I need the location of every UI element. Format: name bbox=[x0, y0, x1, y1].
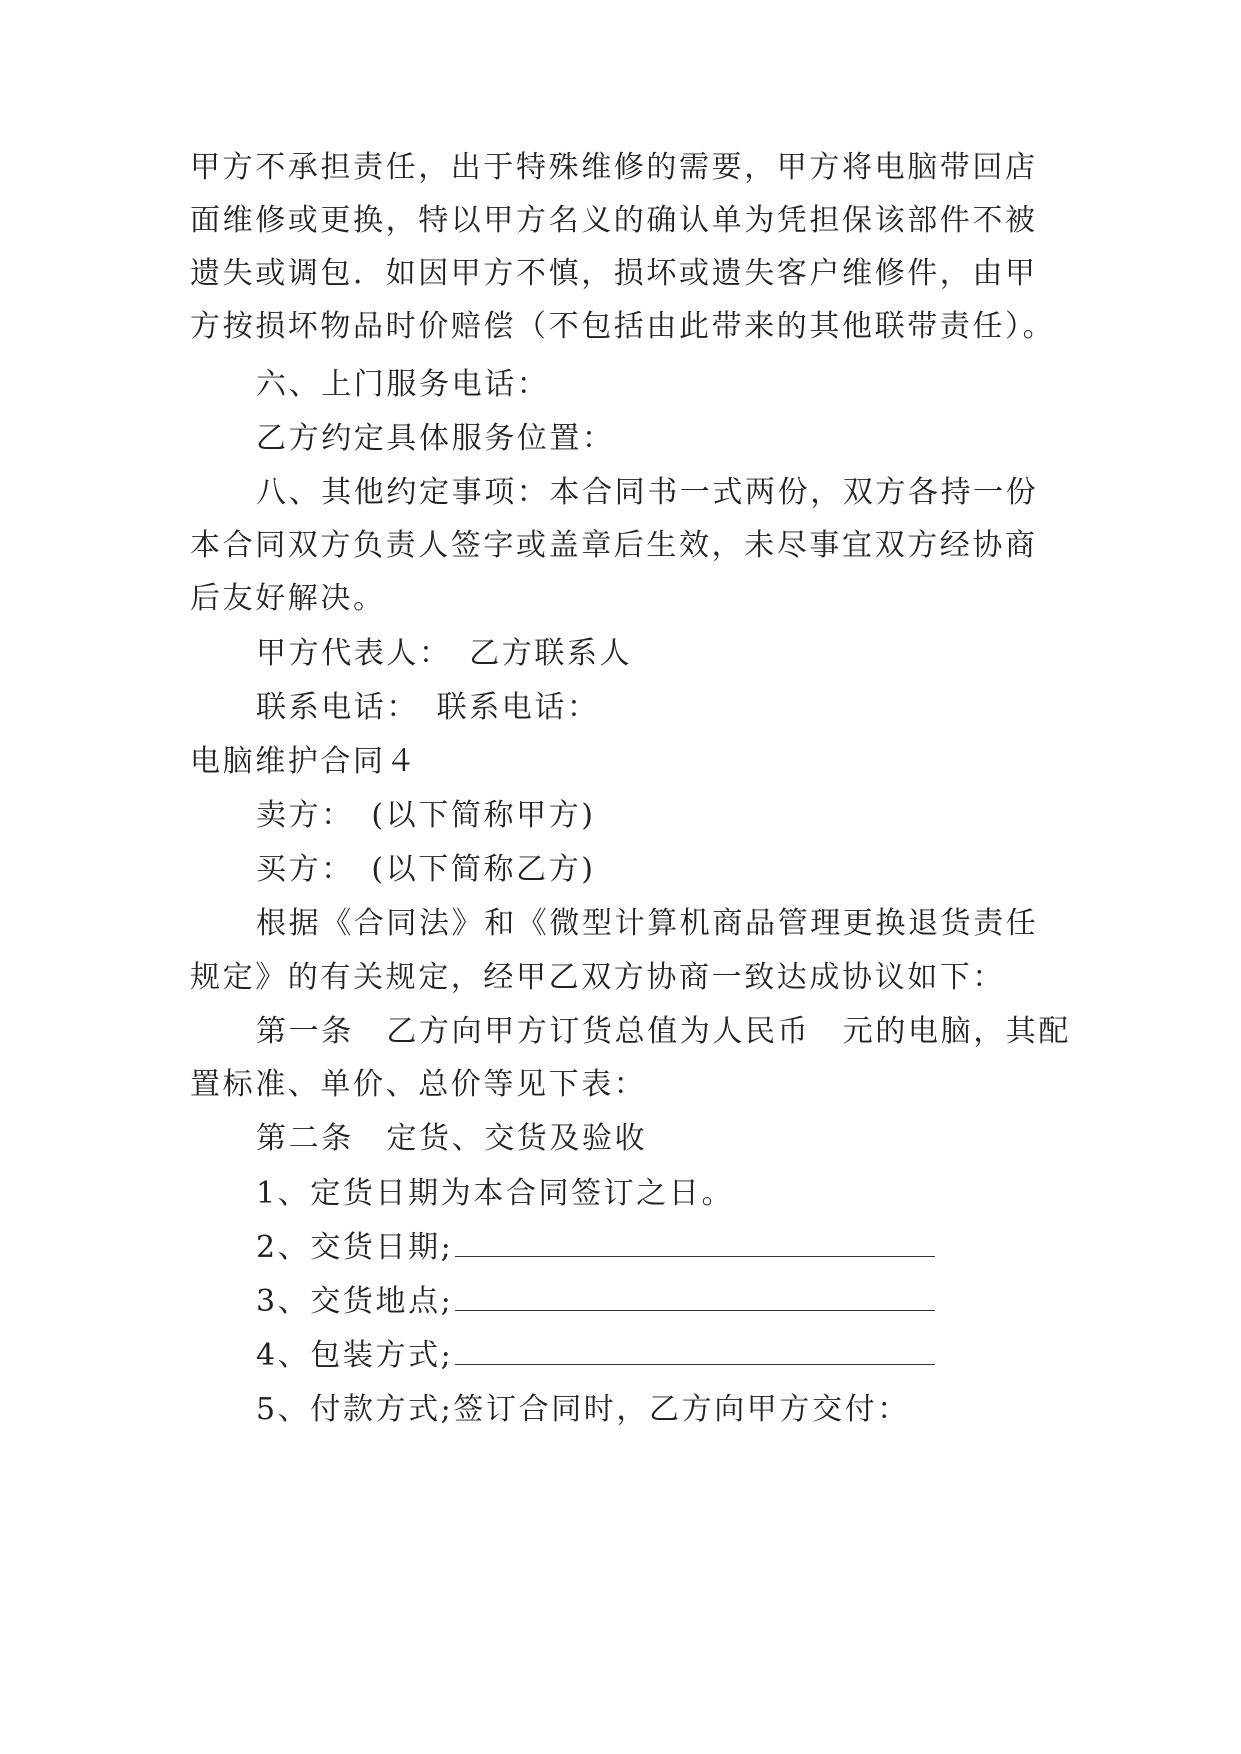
clause-5: 5、付款方式;签订合同时，乙方向甲方交付： bbox=[256, 1392, 910, 1427]
paragraph-line: 甲方不承担责任，出于特殊维修的需要，甲方将电脑带回店 bbox=[190, 150, 1038, 185]
signature-phones: 联系电话： 联系电话： bbox=[256, 690, 600, 725]
paragraph-line: 遗失或调包．如因甲方不慎，损坏或遗失客户维修件，由甲 bbox=[190, 256, 1038, 291]
clause-4 bbox=[256, 1336, 935, 1376]
clause-1: 1、定货日期为本合同签订之日。 bbox=[256, 1176, 735, 1211]
fill-in-blank-line bbox=[455, 1282, 935, 1311]
buyer-line: 买方： (以下简称乙方) bbox=[256, 852, 596, 887]
other-terms-line: 八、其他约定事项：本合同书一式两份，双方各持一份 bbox=[256, 475, 1039, 510]
other-terms-line: 本合同双方负责人签字或盖章后生效，未尽事宜双方经协商 bbox=[190, 528, 1038, 563]
clause-4-label: 4、包装方式; bbox=[256, 1338, 454, 1373]
other-terms-line: 后友好解决。 bbox=[190, 581, 386, 616]
seller-line: 卖方： (以下简称甲方) bbox=[256, 798, 596, 833]
fill-in-blank-line bbox=[455, 1228, 935, 1257]
preamble-line: 根据《合同法》和《微型计算机商品管理更换退货责任 bbox=[256, 906, 1039, 941]
clause-3-label: 3、交货地点; bbox=[256, 1284, 454, 1319]
article-1-line: 第一条 乙方向甲方订货总值为人民币 元的电脑，其配 bbox=[256, 1014, 1071, 1049]
article-1-line: 置标准、单价、总价等见下表： bbox=[190, 1067, 647, 1102]
clause-3 bbox=[256, 1282, 935, 1322]
fill-in-blank-line bbox=[455, 1336, 935, 1365]
contract-title: 电脑维护合同４ bbox=[190, 744, 419, 779]
service-location-item: 乙方约定具体服务位置： bbox=[256, 421, 615, 456]
clause-2 bbox=[256, 1228, 935, 1268]
preamble-line: 规定》的有关规定，经甲乙双方协商一致达成协议如下： bbox=[190, 960, 1005, 995]
clause-2-label: 2、交货日期; bbox=[256, 1230, 454, 1265]
article-2-heading: 第二条 定货、交货及验收 bbox=[256, 1121, 648, 1156]
signature-representatives: 甲方代表人： 乙方联系人 bbox=[256, 636, 633, 671]
paragraph-line: 方按损坏物品时价赔偿（不包括由此带来的其他联带责任）。 bbox=[190, 309, 1056, 344]
service-phone-item: 六、上门服务电话： bbox=[256, 367, 550, 402]
paragraph-line: 面维修或更换，特以甲方名义的确认单为凭担保该部件不被 bbox=[190, 203, 1038, 238]
